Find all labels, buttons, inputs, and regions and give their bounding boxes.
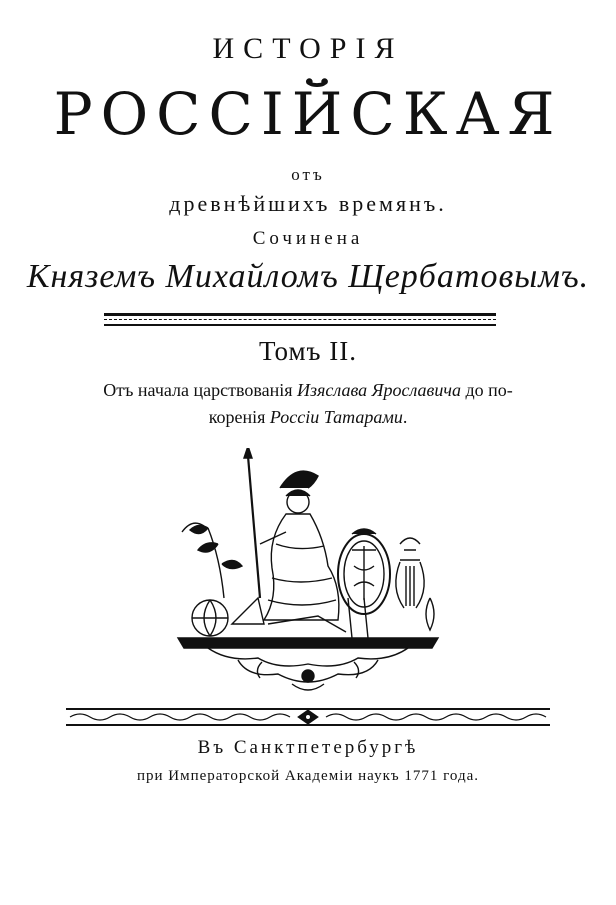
title-line-1: ИСТОРІЯ bbox=[212, 32, 404, 65]
subtitle-line-2 bbox=[0, 407, 616, 428]
volume-label: Томъ II. bbox=[259, 336, 357, 366]
subtitle-part-2: до по- bbox=[460, 380, 513, 400]
title-line-3: отъ bbox=[291, 165, 325, 184]
subtitle-part-4: . bbox=[402, 407, 408, 427]
subtitle-name-2: Россіи Татарами bbox=[269, 407, 403, 427]
title-line-5: Сочинена bbox=[252, 228, 364, 249]
subtitle-name-1: Изяслава Ярославича bbox=[297, 380, 461, 400]
minerva-vignette-icon bbox=[168, 448, 448, 698]
ornamental-divider-icon bbox=[66, 705, 550, 729]
title-line-4: древнѣйшихъ времянъ. bbox=[169, 191, 447, 216]
author-line: Княземъ Михайломъ Щербатовымъ. bbox=[26, 258, 590, 295]
subtitle-part-1: Отъ начала царствованія bbox=[103, 380, 298, 400]
subtitle-line-1 bbox=[0, 380, 616, 401]
subtitle-part-3: коренія bbox=[208, 407, 270, 427]
imprint-publisher: при Императорской Академіи наукъ 1771 года. bbox=[136, 768, 480, 784]
top-rule bbox=[104, 313, 496, 326]
title-line-2: РОССІЙСКАЯ bbox=[53, 80, 563, 148]
imprint-place: Въ Санктпетербургѣ bbox=[197, 737, 419, 758]
